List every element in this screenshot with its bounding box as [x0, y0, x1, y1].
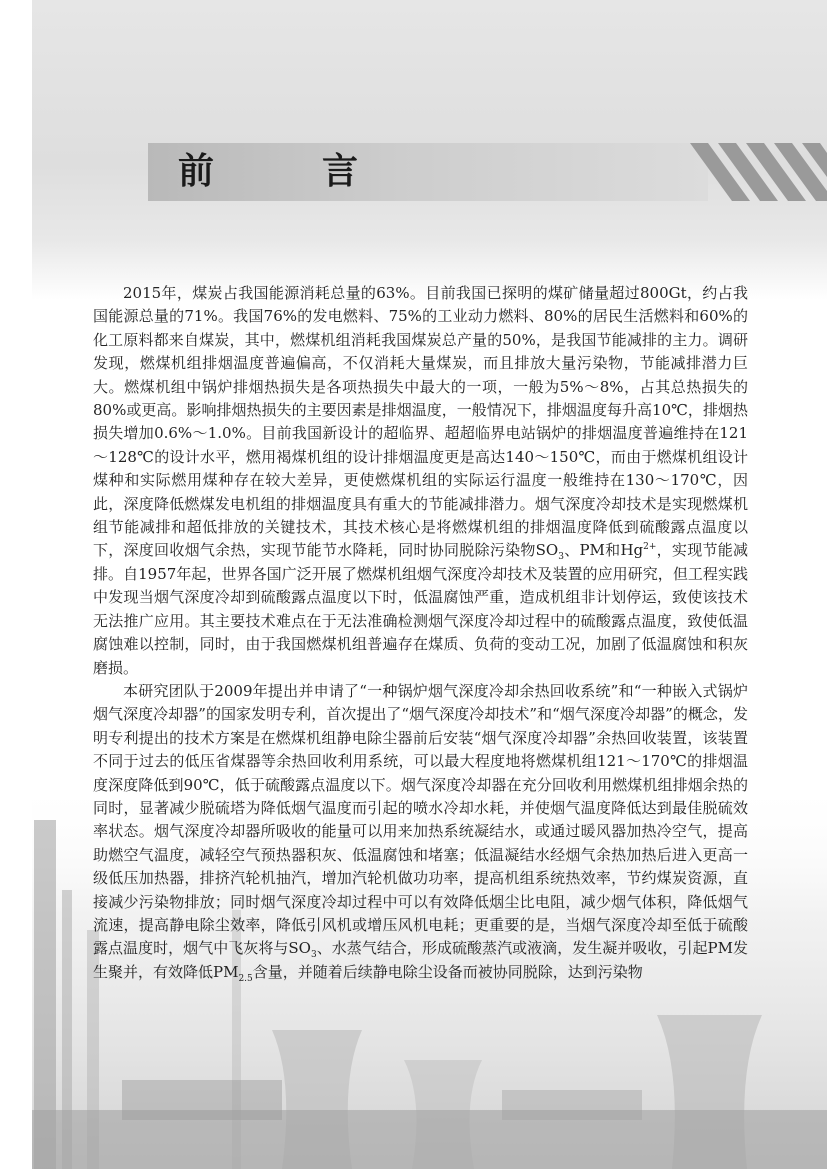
paragraph: 2015年，煤炭占我国能源消耗总量的63%。目前我国已探明的煤矿储量超过800Gt，约占我国能源总量的71%。我国76%的发电燃料、75%的工业动力燃料、80%的居民生活燃料和60%的化工原料都来自煤炭，其中，燃煤机组消耗我国煤炭总产量的50%，是我国节能减排的主力。调研发现，燃煤机组排烟温度普遍偏高，不仅消耗大量煤炭，而且排放大量污染物，节能减排潜力巨大。燃煤机组中锅炉排烟热损失是各项热损失中最大的一项，一般为5%～8%，占其总热损失的80%或更高。影响排烟热损失的主要因素是排烟温度，一般情况下，排烟温度每升高10℃，排烟热损失增加0.6%～1.0%。目前我国新设计的超临界、超超临界电站锅炉的排烟温度普遍维持在121～128℃的设计水平，燃用褐煤机组的设计排烟温度更是高达140～150℃，而由于燃煤机组设计煤种和实际燃用煤种存在较大差异，更使燃煤机组的实际运行温度一般维持在130～170℃，因此，深度降低燃煤发电机组的排烟温度具有重大的节能减排潜力。烟气深度冷却技术是实现燃煤机组节能减排和超低排放的关键技术，其技术核心是将燃煤机组的排烟温度降低到硫酸露点温度以下，深度回收烟气余热，实现节能节水降耗，同时协同脱除污染物$SO_3$、PM和$Hg^{2+}$，实现节能减排。自1957年起，世界各国广泛开展了燃煤机组烟气深度冷却技术及装置的应用研究，但工程实践中发现当烟气深度冷却到硫酸露点温度以下时，低温腐蚀严重，造成机组非计划停运，致使该技术无法推广应用。其主要技术难点在于无法准确检测烟气深度冷却过程中的硫酸露点温度，致使低温腐蚀难以控制，同时，由于我国燃煤机组普遍存在煤质、负荷的变动工况，加剧了低温腐蚀和积灰磨损。	[93, 284, 748, 677]
banner-stripes-decoration	[670, 143, 827, 201]
page-margin	[0, 0, 32, 1169]
paragraph: 本研究团队于2009年提出并申请了“一种锅炉烟气深度冷却余热回收系统”和“一种嵌入式锅炉烟气深度冷却器”的国家发明专利，首次提出了“烟气深度冷却技术”和“烟气深度冷却器”的概念，发明专利提出的技术方案是在燃煤机组静电除尘器前后安装“烟气深度冷却器”余热回收装置，该装置不同于过去的低压省煤器等余热回收利用系统，可以最大程度地将燃煤机组121～170℃的排烟温度深度降低到90℃，低于硫酸露点温度以下。烟气深度冷却器在充分回收利用燃煤机组排烟余热的同时，显著减少脱硫塔为降低烟气温度而引起的喷水冷却水耗，并使烟气温度降低达到最佳脱硫效率状态。烟气深度冷却器所吸收的能量可以用来加热系统凝结水，或通过暖风器加热冷空气，提高助燃空气温度，减轻空气预热器积灰、低温腐蚀和堵塞；低温凝结水经烟气余热加热后进入更高一级低压加热器，排挤汽轮机抽汽，增加汽轮机做功功率，提高机组系统热效率，节约煤炭资源，直接减少污染物排放；同时烟气深度冷却过程中可以有效降低烟尘比电阻，减少烟气体积，降低烟气流速，提高静电除尘效率，降低引风机或增压风机电耗；更重要的是，当烟气深度冷却至低于硫酸露点温度时，烟气中飞灰将与$SO_3$、水蒸气结合，形成硫酸蒸汽或液滴，发生凝并吸收，引起PM发生聚并，有效降低$PM_{2.5}$含量，并随着后续静电除尘设备而被协同脱除，达到污染物	[93, 681, 748, 984]
preface-body	[93, 282, 748, 984]
page-title: 前 言	[178, 151, 395, 192]
